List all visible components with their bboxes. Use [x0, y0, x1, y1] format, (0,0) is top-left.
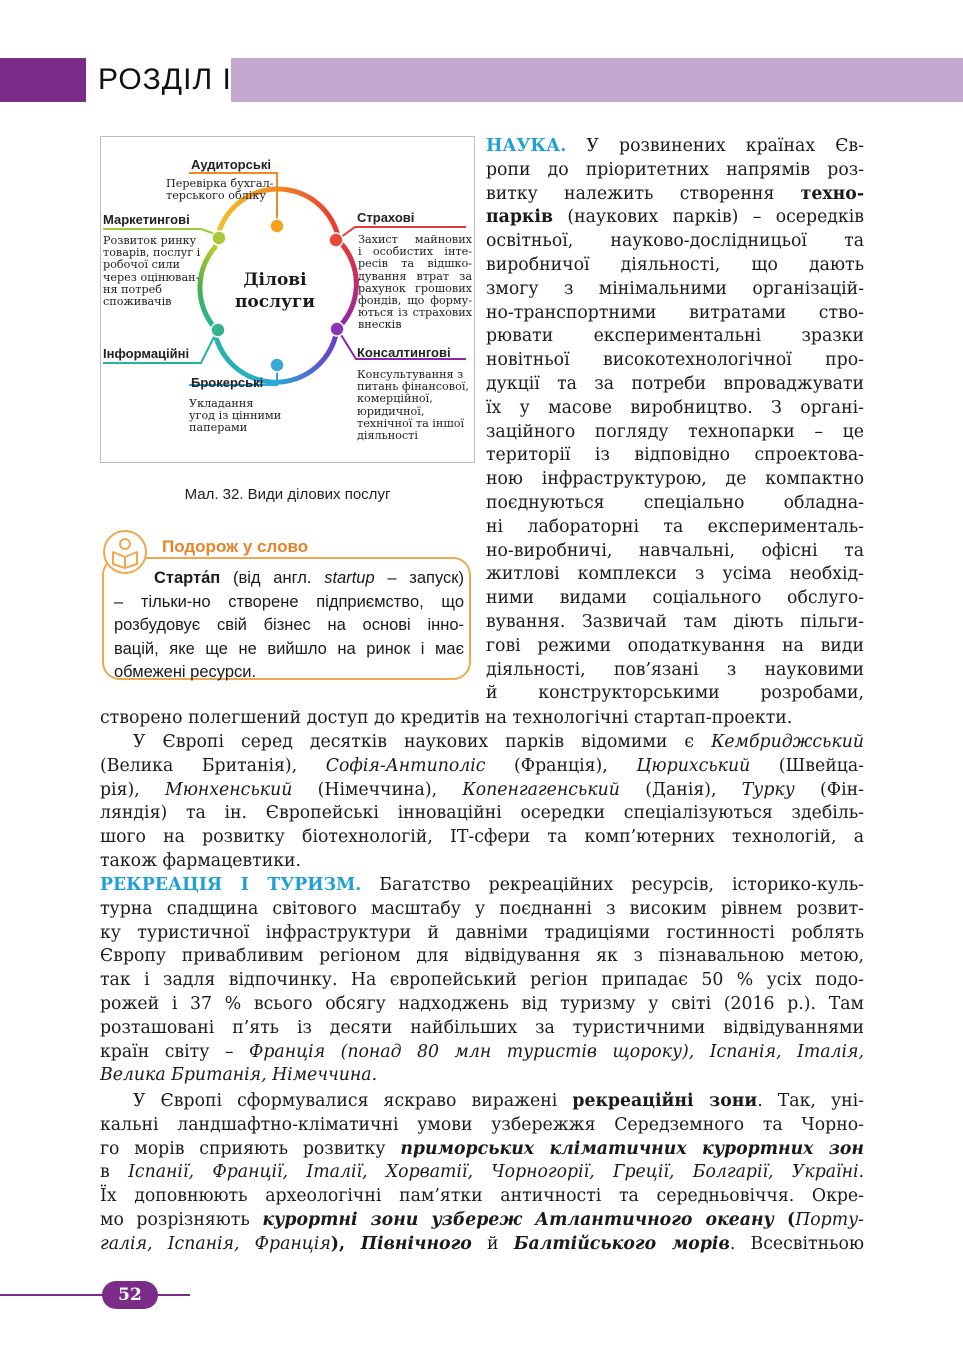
- text-line: ропи до пріоритетних напрямів роз-: [486, 159, 864, 180]
- text-line: поєднуються спеціально обладна-: [486, 492, 864, 513]
- text-span: Копенгагенський: [462, 779, 620, 800]
- startup-term: Старта́п: [154, 569, 221, 587]
- startup-definition-line: вацій, яке ще не вийшло на ринок і має: [114, 639, 464, 658]
- consulting-title: Консалтингові: [357, 345, 451, 360]
- text-span: Північного: [360, 1233, 472, 1254]
- marketing-text: [103, 235, 203, 308]
- text-line: вування. Зазвичай там діють пільги-: [486, 611, 864, 632]
- text-span: Софія-Антиполіс: [325, 755, 486, 776]
- brokerage-text-line: угод із цінними: [189, 409, 282, 423]
- text-line: гові режими оподаткування на види: [486, 635, 864, 656]
- text-span: Турку: [741, 779, 795, 800]
- recreation-heading: РЕКРЕАЦІЯ І ТУРИЗМ.: [100, 875, 362, 895]
- text-span: (Велика Британія),: [100, 755, 326, 776]
- science-paragraph-end: [100, 707, 864, 731]
- insurance-text-line: внесків: [358, 318, 402, 332]
- insurance-text-line: Захист майнових: [358, 233, 472, 246]
- text-line: освітньої, науково-дослідницьої та: [486, 231, 864, 252]
- text-line: [100, 731, 864, 755]
- marketing-text-line: робочої сили: [103, 258, 180, 272]
- text-span: країн світу –: [100, 1041, 250, 1062]
- text-line: й конструкторськими розробами,: [486, 683, 864, 704]
- text-line: території із відповідно спроектова-: [486, 445, 864, 466]
- marketing-text-line: Розвиток ринку: [103, 234, 197, 247]
- node-insurance: [329, 233, 343, 247]
- science-heading: НАУКА.: [486, 136, 567, 156]
- insurance-text-line: дування втрат за: [358, 269, 472, 283]
- text-span: витку належить створення: [486, 183, 801, 204]
- header-accent-bar: [231, 58, 963, 102]
- text-line: змогу з мінімальними організацій-: [486, 278, 864, 299]
- text-span: У Європі серед десятків наукових парків відомими є: [133, 732, 712, 752]
- word-journey-text: [114, 567, 464, 685]
- insurance-text-line: ються із страхових: [358, 306, 472, 320]
- text-line: ку туристичної інфраструктури й давніми традиціями гостинності роблять: [100, 922, 864, 943]
- startup-definition-line: обмежені ресурси.: [114, 663, 257, 681]
- text-span: (Німеччина),: [292, 779, 463, 800]
- figure-caption: Мал. 32. Види ділових послуг: [184, 486, 391, 503]
- text-line: [100, 779, 864, 803]
- page-number: 52: [102, 1281, 158, 1309]
- text-span: курортні зони узбереж Атлантичного океану: [262, 1209, 774, 1230]
- header-accent-left: [0, 58, 86, 102]
- text-span: (від англ.: [220, 569, 325, 587]
- insurance-title: Страхові: [357, 210, 415, 225]
- audit-text: [166, 178, 273, 202]
- node-marketing: [212, 231, 226, 245]
- node-brokerage: [270, 358, 284, 372]
- text-line: рожей і 37 % всього обсягу надходжень від туризму у світі (2016 р.). Там: [100, 993, 864, 1014]
- text-span: галія, Іспанія, Франція: [100, 1233, 331, 1254]
- section-title: РОЗДІЛ І: [98, 63, 232, 96]
- text-span: (: [773, 1209, 796, 1230]
- text-span: – запуск): [374, 569, 464, 587]
- text-span: Балтійського морів: [513, 1233, 730, 1254]
- text-span: . Всесвітньою: [729, 1233, 864, 1254]
- text-line: розташовані п’ять із десяти найбільших за туристичними відвідуваннями: [100, 1017, 864, 1038]
- text-span: Цюрихський: [636, 755, 751, 776]
- text-line: но-виробничі, навчальні, офісні та: [486, 540, 864, 561]
- consulting-text-line: діяльності: [357, 429, 418, 443]
- text-line: діяльності, пов’язані з науковими: [486, 659, 864, 680]
- consulting-text: [357, 369, 469, 442]
- text-span: Порту-: [795, 1209, 864, 1230]
- text-span: Іспанії, Франції, Італії, Хорватії, Чорногорії, Греції, Болгарії, Україні.: [128, 1162, 864, 1183]
- marketing-text-line: через оцінюван-: [103, 270, 200, 284]
- recreation-zones-paragraph: [100, 1090, 864, 1257]
- audit-title: Аудиторські: [191, 157, 271, 172]
- consulting-text-line: комерційної,: [357, 392, 433, 406]
- text-line: новітньої високотехнологічної про-: [486, 350, 864, 371]
- text-line: житлові комплекси з усіма необхід-: [486, 564, 864, 585]
- marketing-text-line: товарів, послуг і: [103, 246, 201, 260]
- text-line: [100, 1161, 864, 1185]
- text-line: Їх доповнюють археологічні пам’ятки античності та середньовіччя. Окре-: [100, 1186, 864, 1207]
- footer-rule: [0, 1294, 190, 1296]
- text-line: но-транспортними витратами ство-: [486, 302, 864, 323]
- insurance-text-line: ресів та відшко-: [358, 257, 472, 271]
- insurance-text-line: і особистих інте-: [358, 245, 472, 259]
- text-span: У Європі сформувалися яскраво виражені: [133, 1091, 573, 1111]
- text-line: [100, 1090, 864, 1114]
- consulting-text-line: питань фінансової,: [357, 380, 469, 394]
- text-line: створено полегшений доступ до кредитів на технологічні стартап-проекти.: [100, 708, 793, 728]
- text-line: виробничої діяльності, що дають: [486, 254, 864, 275]
- audit-text-line: терського обліку: [166, 189, 266, 203]
- text-line: ляндія) та ін. Європейські інноваційні осередки спеціалізуються здебіль-: [100, 803, 864, 824]
- text-line: так і задля відпочинку. На європейський регіон припадає 50 % усіх подо-: [100, 970, 864, 991]
- text-span: парків: [486, 207, 553, 228]
- text-line: шого на розвитку біотехнологій, ІТ-сфери та комп’ютерних технологій, а: [100, 827, 864, 848]
- recreation-paragraph: [100, 874, 864, 1088]
- text-line: ними видами соціального обслуго-: [486, 588, 864, 609]
- text-line: ні лабораторні та експерименталь-: [486, 516, 864, 537]
- text-span: (Швейца-: [750, 755, 864, 776]
- text-line: [486, 183, 864, 207]
- text-span: (Франція),: [485, 755, 637, 776]
- text-span: Багатство рекреаційних ресурсів, історико-куль-: [361, 875, 864, 895]
- text-span: Велика Британія, Німеччина.: [100, 1065, 378, 1086]
- text-line: також фармацевтики.: [100, 850, 302, 871]
- node-information: [211, 323, 225, 337]
- text-line: ною інфраструктурою, де компактно: [486, 469, 864, 490]
- text-span: рія),: [100, 779, 166, 800]
- text-line: їх у масове виробництво. З органі-: [486, 397, 864, 418]
- center-line-2: послуги: [234, 292, 316, 312]
- marketing-text-line: ня потреб: [103, 282, 162, 296]
- text-span: го морів сприяють розвитку: [100, 1138, 401, 1159]
- business-services-diagram: [100, 136, 475, 463]
- brokerage-title: Брокерські: [191, 375, 264, 390]
- diagram-center-label: [227, 269, 323, 313]
- startup-definition-line: [114, 567, 464, 591]
- text-line: [100, 874, 864, 898]
- text-span: рекреаційні зони: [572, 1091, 758, 1111]
- text-line: [100, 1233, 864, 1257]
- consulting-text-line: Консультування з: [357, 368, 464, 381]
- text-line: [100, 1064, 864, 1088]
- node-consulting: [330, 322, 344, 336]
- insurance-text-line: фондів, що форму-: [358, 294, 472, 308]
- text-span: Мюнхенський: [165, 779, 293, 800]
- brokerage-text-line: Укладання: [189, 397, 254, 410]
- text-span: Кембриджський: [711, 732, 864, 752]
- text-span: в: [100, 1162, 129, 1183]
- text-span: Франція (понад 80 млн туристів щороку), Іспанія, Італія,: [249, 1041, 864, 1062]
- word-journey-title: Подорож у слово: [162, 537, 309, 556]
- text-line: [100, 755, 864, 779]
- text-line: Європу привабливим регіоном для відвідування як з пізнавальною метою,: [100, 946, 864, 967]
- node-audit: [270, 219, 284, 233]
- startup-definition-line: – тільки-но створене підприємство, що: [114, 592, 464, 611]
- text-line: рювати експериментальні зразки: [486, 326, 864, 347]
- consulting-text-line: технічної та іншої: [357, 416, 465, 430]
- insurance-text: [358, 234, 472, 332]
- text-span: (Фін-: [794, 779, 864, 800]
- text-span: startup: [324, 569, 375, 587]
- text-line: [100, 1041, 864, 1065]
- text-line: [100, 1138, 864, 1162]
- text-span: й: [471, 1233, 514, 1254]
- center-line-1: Ділові: [243, 270, 307, 290]
- brokerage-text: [189, 398, 281, 435]
- text-span: (наукових парків) – осередків: [552, 207, 864, 228]
- text-line: [486, 206, 864, 230]
- startup-definition-line: розбудовує свій бізнес на основі інно-: [114, 616, 464, 634]
- text-line: [486, 135, 864, 159]
- text-span: . Так, уні-: [757, 1091, 864, 1111]
- text-span: (Данія),: [619, 779, 742, 800]
- text-span: ),: [330, 1233, 361, 1254]
- information-title: Інформаційні: [103, 346, 190, 361]
- science-parks-paragraph: [100, 731, 864, 874]
- marketing-title: Маркетингові: [103, 212, 190, 227]
- insurance-text-line: рахунок грошових: [358, 281, 472, 295]
- text-span: приморських кліматичних курортних зон: [400, 1138, 864, 1159]
- text-line: заційного погляду технопарки – це: [486, 421, 864, 442]
- audit-text-line: Перевірка бухгал-: [166, 177, 274, 190]
- marketing-text-line: споживачів: [103, 295, 172, 309]
- text-span: У розвинених країнах Єв-: [566, 136, 864, 156]
- text-line: [100, 1209, 864, 1233]
- text-span: техно-: [800, 183, 864, 204]
- text-span: мо розрізняють: [100, 1209, 263, 1230]
- brokerage-text-line: паперами: [189, 421, 248, 435]
- consulting-text-line: юридичної,: [357, 404, 425, 418]
- text-line: дукції та за потреби впроваджувати: [486, 373, 864, 394]
- text-line: кальні ландшафтно-кліматичні умови узбережжя Середземного та Чорно-: [100, 1114, 864, 1135]
- text-line: турна спадщина світового масштабу у поєднанні з високим рівнем розвит-: [100, 898, 864, 919]
- science-column: [486, 135, 864, 706]
